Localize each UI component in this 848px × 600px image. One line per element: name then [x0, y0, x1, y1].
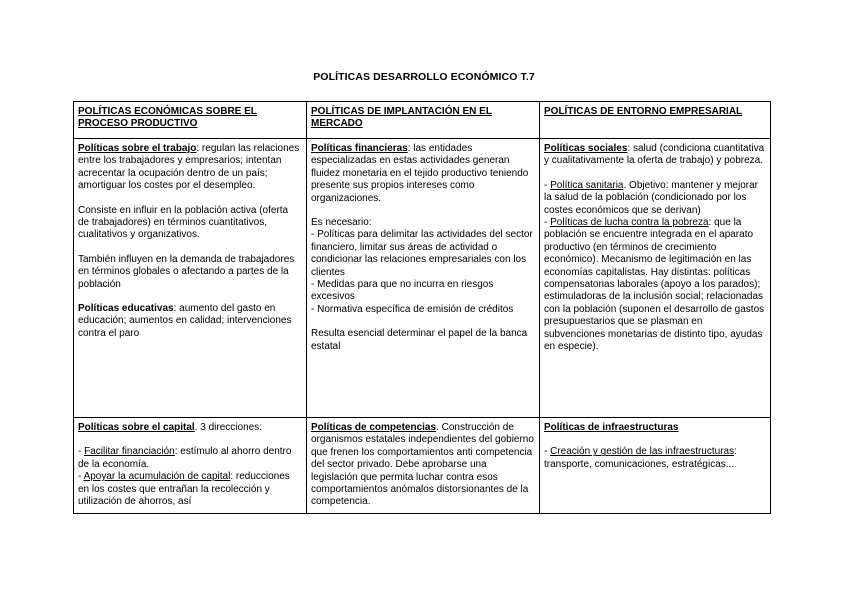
- list-item: [544, 180, 765, 217]
- cell-capital: [74, 418, 307, 514]
- term-politicas-sociales: Políticas sociales: [544, 143, 628, 154]
- text: : las entidades especializadas en estas actividades generan fluidez monetaria en el tejido productivo teniendo presente sus propios intereses como organizaciones.: [311, 143, 529, 204]
- term-politicas-capital: Políticas sobre el capital: [78, 422, 195, 433]
- paragraph: [544, 143, 765, 168]
- cell-trabajo: [74, 139, 307, 418]
- header-entorno-empresarial: POLÍTICAS DE ENTORNO EMPRESARIAL: [544, 106, 743, 117]
- text: : transporte, comunicaciones, estratégicas...: [544, 446, 737, 470]
- list-item: [544, 217, 765, 353]
- list-item: [78, 446, 301, 471]
- text: . 3 direcciones:: [194, 422, 262, 433]
- term-politicas-infraestructuras: Políticas de infraestructuras: [544, 422, 679, 433]
- policies-table: [73, 101, 771, 514]
- text: : aumento del gasto en educación; aumentos en calidad; intervenciones contra el paro: [78, 303, 292, 339]
- table-row: [74, 418, 771, 514]
- term-apoyar-acumulacion: Apoyar la acumulación de capital: [83, 471, 231, 483]
- header-cell: [540, 102, 771, 139]
- cell-infraestructuras: [540, 418, 771, 514]
- paragraph: También influyen en la demanda de trabajadores en términos globales o afectando a partes de la población: [78, 253, 295, 290]
- table-row: [74, 139, 771, 418]
- term-lucha-pobreza: Políticas de lucha contra la pobreza: [550, 217, 709, 229]
- header-row: [74, 102, 771, 139]
- text: : reducciones en los costes que entrañan la recolección y utilización de ahorros, así: [78, 471, 290, 508]
- term-creacion-gestion: Creación y gestión de las infraestructuras: [550, 446, 735, 458]
- cell-financieras: [307, 139, 540, 418]
- text: . Objetivo: mantener y mejorar la salud de la población (condicionado por los costes económicos que se derivan): [544, 179, 758, 216]
- text: : que la población se encuentre integrada en el aparato productivo (en términos de crecimiento económico). Mecanismo de legitimación en las economías capitalistas. Hay distintas: políticas compensatorias laborales (apoyo a los parados); estimuladoras de la inclusión social; relacionadas con la población (suponen el desarrollo de gastos presupuestarios que se plasman en subvenciones monetarias de distinto tipo, ayudas en especie).: [544, 217, 765, 353]
- paragraph: Es necesario:: [311, 217, 372, 229]
- paragraph: [78, 143, 301, 193]
- text: : salud (condiciona cuantitativa y cualitativamente la oferta de trabajo) y pobreza.: [544, 143, 765, 167]
- header-proceso-productivo: POLÍTICAS ECONÓMICAS SOBRE EL PROCESO PRODUCTIVO: [78, 106, 257, 130]
- list-item: - Políticas para delimitar las actividades del sector financiero, limitar sus áreas de actividad o condicionar las relaciones empresariales con los clientes: [311, 229, 533, 278]
- term-politica-sanitaria: Política sanitaria: [550, 179, 624, 191]
- dash: -: [544, 446, 551, 458]
- document-title: POLÍTICAS DESARROLLO ECONÓMICO T.7: [313, 71, 535, 83]
- list-item: [544, 446, 765, 471]
- term-politicas-educativas: Políticas educativas: [78, 303, 174, 315]
- paragraph: [78, 303, 301, 340]
- header-cell: [74, 102, 307, 139]
- text: : regulan las relaciones entre los trabajadores y empresarios; intentan acrecentar la ocupación dentro de un país; amortiguar los costes por el desempleo.: [78, 143, 300, 192]
- paragraph: [544, 422, 765, 434]
- dash: -: [78, 471, 84, 483]
- paragraph: [311, 143, 534, 205]
- list-item: - Normativa específica de emisión de créditos: [311, 303, 514, 315]
- dash: -: [544, 217, 551, 229]
- term-politicas-trabajo: Políticas sobre el trabajo: [78, 143, 197, 154]
- header-implantacion-mercado: POLÍTICAS DE IMPLANTACIÓN EN EL MERCADO: [311, 106, 492, 130]
- text: . Construcción de organismos estatales independientes del gobierno que frenen los comportamientos anti competencia del sector privado. Debe aprobarse una legislación que permita luchar contra esos comportamientos anómalos distorsionantes de la competencia.: [311, 422, 534, 508]
- dash: -: [78, 446, 85, 458]
- cell-competencias: [307, 418, 540, 514]
- cell-sociales: [540, 139, 771, 418]
- paragraph: [78, 422, 301, 434]
- list-item: - Medidas para que no incurra en riesgos excesivos: [311, 279, 494, 303]
- text: : estímulo al ahorro dentro de la economía.: [78, 446, 292, 470]
- term-politicas-financieras: Políticas financieras: [311, 143, 408, 154]
- paragraph: Consiste en influir en la población activa (oferta de trabajadores) en términos cuantitativos, cualitativos y organizativos.: [78, 204, 289, 241]
- paragraph: [311, 422, 534, 509]
- header-cell: [307, 102, 540, 139]
- term-politicas-competencias: Políticas de competencias: [311, 422, 437, 433]
- list-item: [78, 471, 301, 508]
- paragraph: Resulta esencial determinar el papel de la banca estatal: [311, 328, 528, 352]
- dash: -: [544, 179, 551, 191]
- term-facilitar-financiacion: Facilitar financiación: [84, 446, 175, 458]
